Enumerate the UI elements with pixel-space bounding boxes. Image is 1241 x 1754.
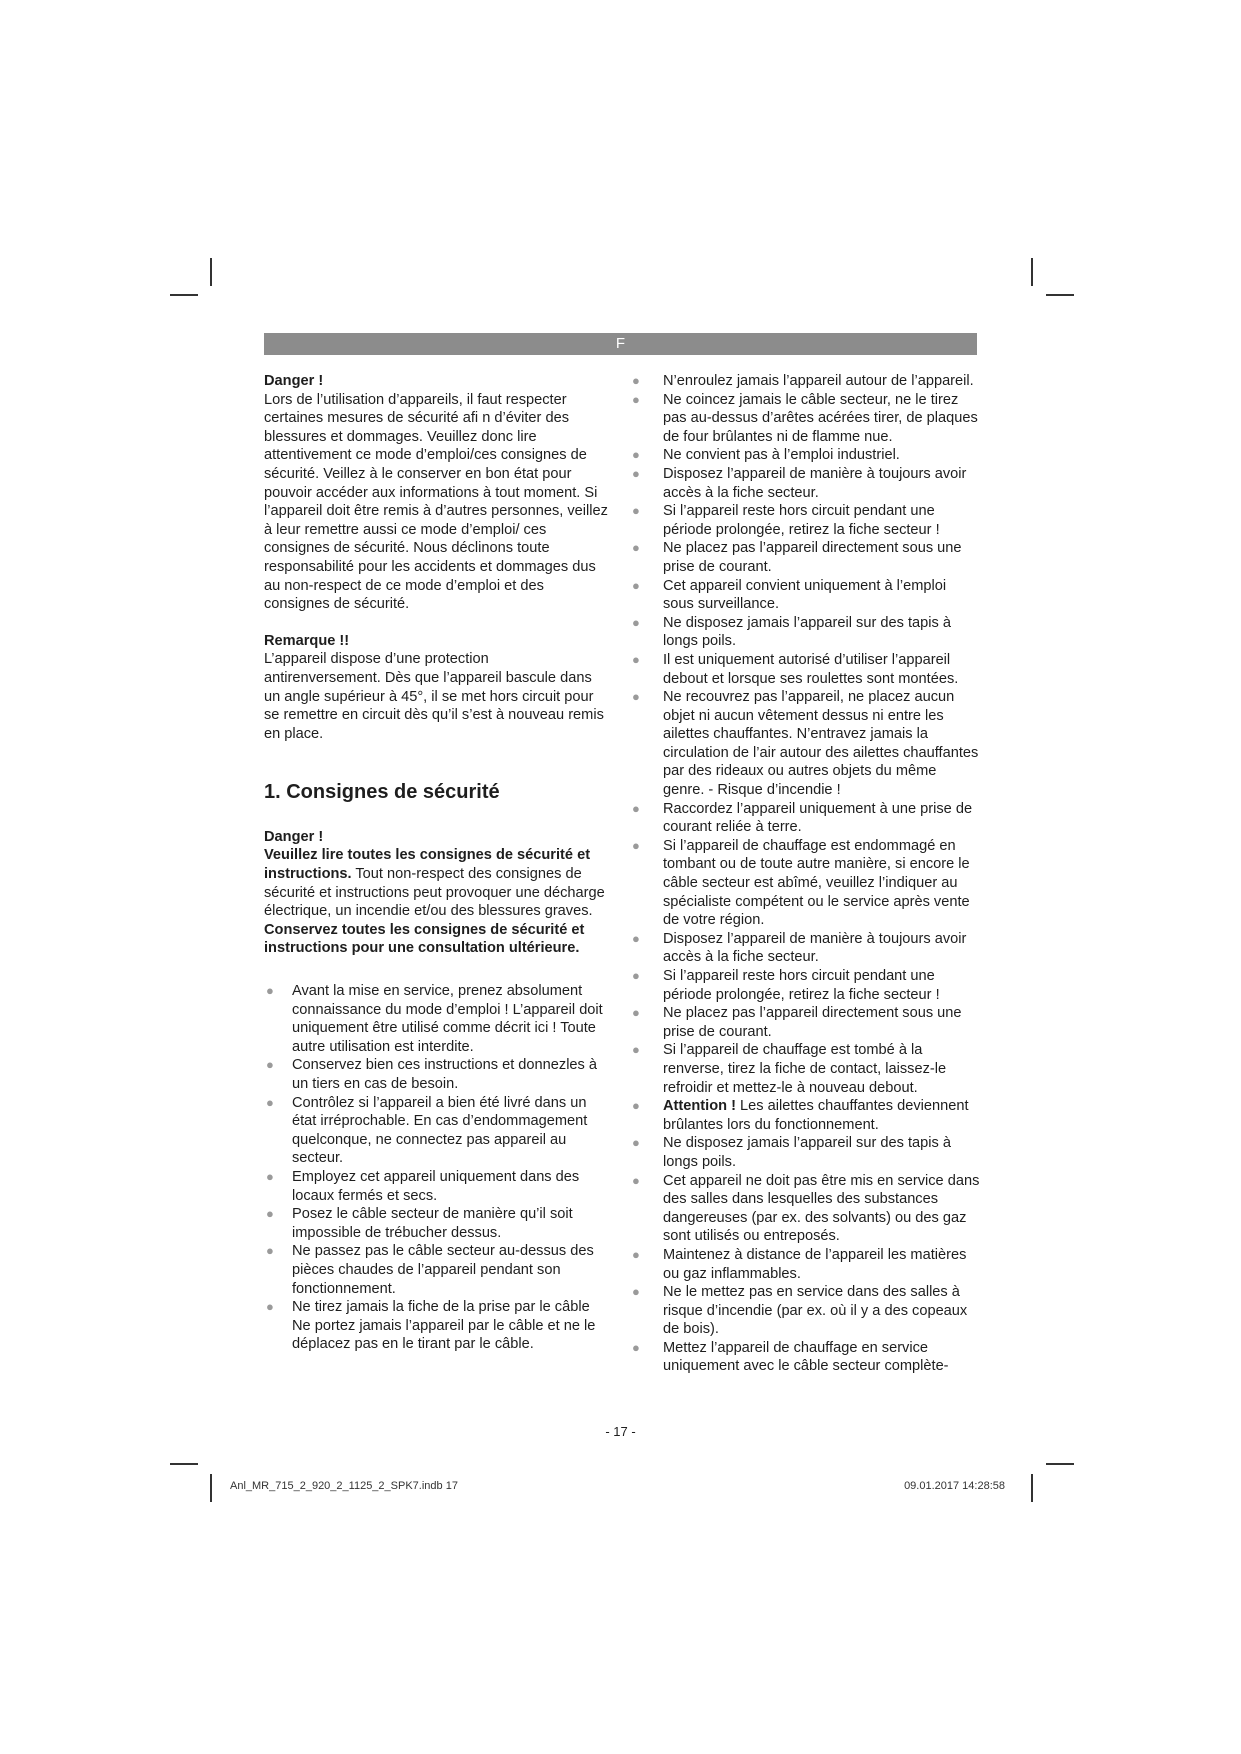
list-item: ● Disposez l’appareil de manière à toujours avoir accès à la fiche secteur. xyxy=(632,930,967,966)
remark-paragraph: L’appareil dispose d’une protection antirenversement. Dès que l’appareil bascule dans un angle supérieur à 45°, il se met hors circuit pour se remettre en circuit dès qu’il s’est à nouveau remis en place. xyxy=(264,651,604,742)
keep-instructions-text: Conservez toutes les consignes de sécurité et instructions pour une consultation ultérieure. xyxy=(264,921,585,957)
right-column xyxy=(630,372,980,1376)
list-item: ● N’enroulez jamais l’appareil autour de l’appareil. xyxy=(632,373,974,389)
list-item: ● Disposez l’appareil de manière à toujours avoir accès à la fiche secteur. xyxy=(632,465,967,501)
danger-bold-text: Veuillez lire toutes les consignes de sécurité et instructions. xyxy=(264,847,591,883)
list-item: ● Contrôlez si l’appareil a bien été livré dans un état irréprochable. En cas d’endommagement quelconque, ne connectez pas appareil au secteur. xyxy=(266,1094,588,1167)
left-column xyxy=(264,372,609,1354)
list-item: ● Si l’appareil de chauffage est endommagé en tombant ou de toute autre manière, si encore le câble secteur est abîmé, veuillez l’indiquer au spécialiste compétent ou le service après vente de votre région. xyxy=(632,837,970,929)
list-item: ● Il est uniquement autorisé d’utiliser l’appareil debout et lorsque ses roulettes sont montées. xyxy=(632,651,959,687)
remark-heading: Remarque !! xyxy=(264,632,350,649)
crop-mark xyxy=(1031,1474,1033,1502)
list-item: ● Ne passez pas le câble secteur au-dessus des pièces chaudes de l’appareil pendant son fonctionnement. xyxy=(266,1243,594,1297)
list-item: ● Ne coincez jamais le câble secteur, ne le tirez pas au-dessus d’arêtes acérées tirer, de plaques de four brûlantes ni de flamme nue. xyxy=(632,391,978,445)
danger-text: Tout non-respect des consignes de sécurité et instructions peut provoquer une décharge électrique, un incendie et/ou des blessures graves. xyxy=(264,866,605,920)
list-item: ● Ne placez pas l’appareil directement sous une prise de courant. xyxy=(632,540,962,575)
page-number: - 17 - xyxy=(605,1424,636,1439)
list-item: ● Cet appareil ne doit pas être mis en service dans des salles dans lesquelles des substances dangereuses (par ex. des solvants) ou des gaz sont utilisés ou entreposés. xyxy=(632,1172,980,1245)
attention-item: ● Attention ! Les ailettes chauffantes deviennent brûlantes lors du fonctionnement. xyxy=(632,1098,969,1133)
crop-mark xyxy=(1031,258,1033,286)
list-item: ● Ne le mettez pas en service dans des salles à risque d’incendie (par ex. où il y a des copeaux de bois). xyxy=(632,1284,968,1338)
list-item: ● Posez le câble secteur de manière qu’il soit impossible de trébucher dessus. xyxy=(266,1206,573,1241)
crop-mark xyxy=(210,1474,212,1502)
list-item: ● Employez cet appareil uniquement dans des locaux fermés et secs. xyxy=(266,1168,580,1204)
danger-paragraph: Lors de l’utilisation d’appareils, il faut respecter certaines mesures de sécurité afi n d’éviter des blessures et dommages. Veuillez donc lire attentivement ce mode d’emploi/ces consignes de sécurité. Veillez à le conserver en bon état pour pouvoir accéder aux informations à tout moment. Si l’appareil doit être remis à d’autres personnes, veillez à leur remettre aussi ce mode d’emploi/ ces consignes de sécurité. Nous déclinons toute responsabilité pour les accidents et dommages dus au non-respect de ce mode d’emploi et des consignes de sécurité. xyxy=(264,391,608,613)
list-item: ● Avant la mise en service, prenez absolument connaissance du mode d’emploi ! L’appareil doit uniquement être utilisé comme décrit ici ! Toute autre utilisation est interdite. xyxy=(266,983,603,1055)
list-item: ● Mettez l’appareil de chauffage en service uniquement avec le câble secteur complète- xyxy=(632,1339,949,1375)
crop-mark xyxy=(170,1463,198,1465)
list-item: ● Ne disposez jamais l’appareil sur des tapis à longs poils. xyxy=(632,614,951,650)
list-item: ● Conservez bien ces instructions et donnezles à un tiers en cas de besoin. xyxy=(266,1057,598,1092)
crop-mark xyxy=(1046,1463,1074,1465)
list-item: ● Maintenez à distance de l’appareil les matières ou gaz inflammables. xyxy=(632,1246,967,1282)
list-item: ● Ne placez pas l’appareil directement sous une prise de courant. xyxy=(632,1005,962,1040)
list-item: ● Si l’appareil de chauffage est tombé à la renverse, tirez la fiche de contact, laissez-le refroidir et mettez-le à nouveau debout. xyxy=(632,1042,947,1096)
list-item: ● Ne tirez jamais la fiche de la prise par le câble Ne portez jamais l’appareil par le câble et ne le déplacez pas en le tirant par le câble. xyxy=(266,1299,596,1353)
danger-paragraph-2 xyxy=(264,846,609,920)
language-header-bar: F xyxy=(264,333,977,355)
list-item: ● Ne recouvrez pas l’appareil, ne placez aucun objet ni aucun vêtement dessus ni entre les ailettes chauffantes. N’entravez jamais la circulation de l’air autour des ailettes chauffantes par des rideaux ou autres objets du même genre. - Risque d’incendie ! xyxy=(632,689,979,799)
attention-label: Attention ! xyxy=(663,1098,736,1115)
list-item: ● Cet appareil convient uniquement à l’emploi sous surveillance. xyxy=(632,577,947,613)
list-item: ● Ne disposez jamais l’appareil sur des tapis à longs poils. xyxy=(632,1135,951,1170)
footer-filename: Anl_MR_715_2_920_2_1125_2_SPK7.indb 17 xyxy=(230,1480,458,1492)
footer-datetime: 09.01.2017 14:28:58 xyxy=(904,1480,1005,1492)
list-item: ● Ne convient pas à l’emploi industriel. xyxy=(632,447,900,464)
crop-mark xyxy=(210,258,212,286)
right-bullet-list xyxy=(630,372,980,1376)
list-item: ● Si l’appareil reste hors circuit pendant une période prolongée, retirez la fiche secteur ! xyxy=(632,503,940,538)
crop-mark xyxy=(1046,294,1074,296)
list-item: ● Raccordez l’appareil uniquement à une prise de courant reliée à terre. xyxy=(632,800,973,836)
left-bullet-list xyxy=(264,982,609,1354)
crop-mark xyxy=(170,294,198,296)
list-item: ● Si l’appareil reste hors circuit pendant une période prolongée, retirez la fiche secteur ! xyxy=(632,968,940,1003)
section-title: 1. Consignes de sécurité xyxy=(264,781,500,804)
danger-heading-2: Danger ! xyxy=(264,828,324,845)
danger-heading: Danger ! xyxy=(264,373,324,389)
